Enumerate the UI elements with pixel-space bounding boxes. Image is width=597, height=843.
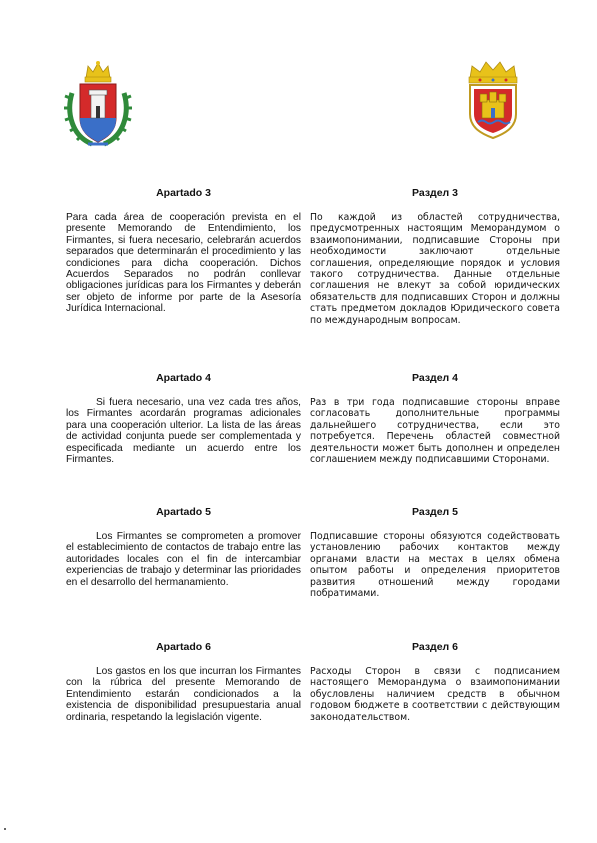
section-heading-es: Apartado 3: [156, 187, 211, 199]
section-body-ru: Подписавшие стороны обязуются содействовать установлению рабочих контактов между органами власти на местах в целях обмена опытом работы и определения приоритетов развития отношений между городами побратимами.: [310, 531, 560, 600]
scan-mark: [4, 828, 6, 830]
russian-column: [310, 506, 560, 599]
russian-column: [310, 187, 560, 326]
section-heading-es: Apartado 6: [156, 641, 211, 653]
section-heading-es: Apartado 5: [156, 506, 211, 518]
spanish-column: [66, 187, 301, 315]
spanish-column: [66, 506, 301, 588]
left-coat-of-arms-emblem: [58, 58, 138, 150]
section-body-es: Si fuera necesario, una vez cada tres años, los Firmantes acordarán programas adicionales para una cooperación ulterior. La lista de las áreas de actividad conjunta puede ser complementada y especificada mediante un acuerdo entre los Firmantes.: [66, 397, 301, 466]
russian-column: [310, 372, 560, 465]
right-coat-of-arms-emblem: [458, 56, 528, 140]
section-heading-es: Apartado 4: [156, 372, 211, 384]
right-coat-of-arms-icon: [458, 56, 528, 140]
spanish-column: [66, 372, 301, 465]
left-coat-of-arms-icon: [58, 58, 138, 150]
spanish-column: [66, 641, 301, 723]
section-heading-ru: Раздел 3: [412, 187, 458, 199]
section-body-es: Para cada área de cooperación prevista en el presente Memorando de Entendimiento, los Firmantes, si fuera necesario, celebrarán acuerdos separados que determinarán el procedimiento y las condiciones para dicha cooperación. Dichos Acuerdos Separados no podrán conllevar obligaciones jurídicas para los Firmantes y deberán ser objeto de informe por parte de la Asesoría Jurídica Internacional.: [66, 212, 301, 315]
section-body-es: Los gastos en los que incurran los Firmantes con la rúbrica del presente Memorando de Entendimiento estarán condicionados a la existencia de disponibilidad presupuestaria anual ordinaria, respetando la legislación vigente.: [66, 666, 301, 723]
section-heading-ru: Раздел 5: [412, 506, 458, 518]
section-heading-ru: Раздел 6: [412, 641, 458, 653]
section-body-ru: Раз в три года подписавшие стороны вправе согласовать дополнительные программы дальнейшего сотрудничества, если это потребуется. Перечень областей совместной деятельности может быть дополнен и определен соглашением между подписавшими Сторонами.: [310, 397, 560, 466]
russian-column: [310, 641, 560, 723]
section-body-ru: По каждой из областей сотрудничества, предусмотренных настоящим Меморандумом о взаимопонимании, подписавшие Стороны при необходимости заключают отдельные соглашения, определяющие порядок и условия такого сотрудничества. Данные отдельные соглашения не влекут за собой юридических обязательств для подписавших Сторон и должны стать предметом докладов Юридического совета по международным вопросам.: [310, 212, 560, 326]
section-body-ru: Расходы Сторон в связи с подписанием настоящего Меморандума о взаимопонимании обусловлены наличием средств в обычном годовом бюджете в соответствии с действующим законодательством.: [310, 666, 560, 723]
section-body-es: Los Firmantes se comprometen a promover el establecimiento de contactos de trabajo entre las autoridades locales con el fin de intercambiar experiencias de trabajo y determinar las prioridades en el desarrollo del hermanamiento.: [66, 531, 301, 588]
section-heading-ru: Раздел 4: [412, 372, 458, 384]
